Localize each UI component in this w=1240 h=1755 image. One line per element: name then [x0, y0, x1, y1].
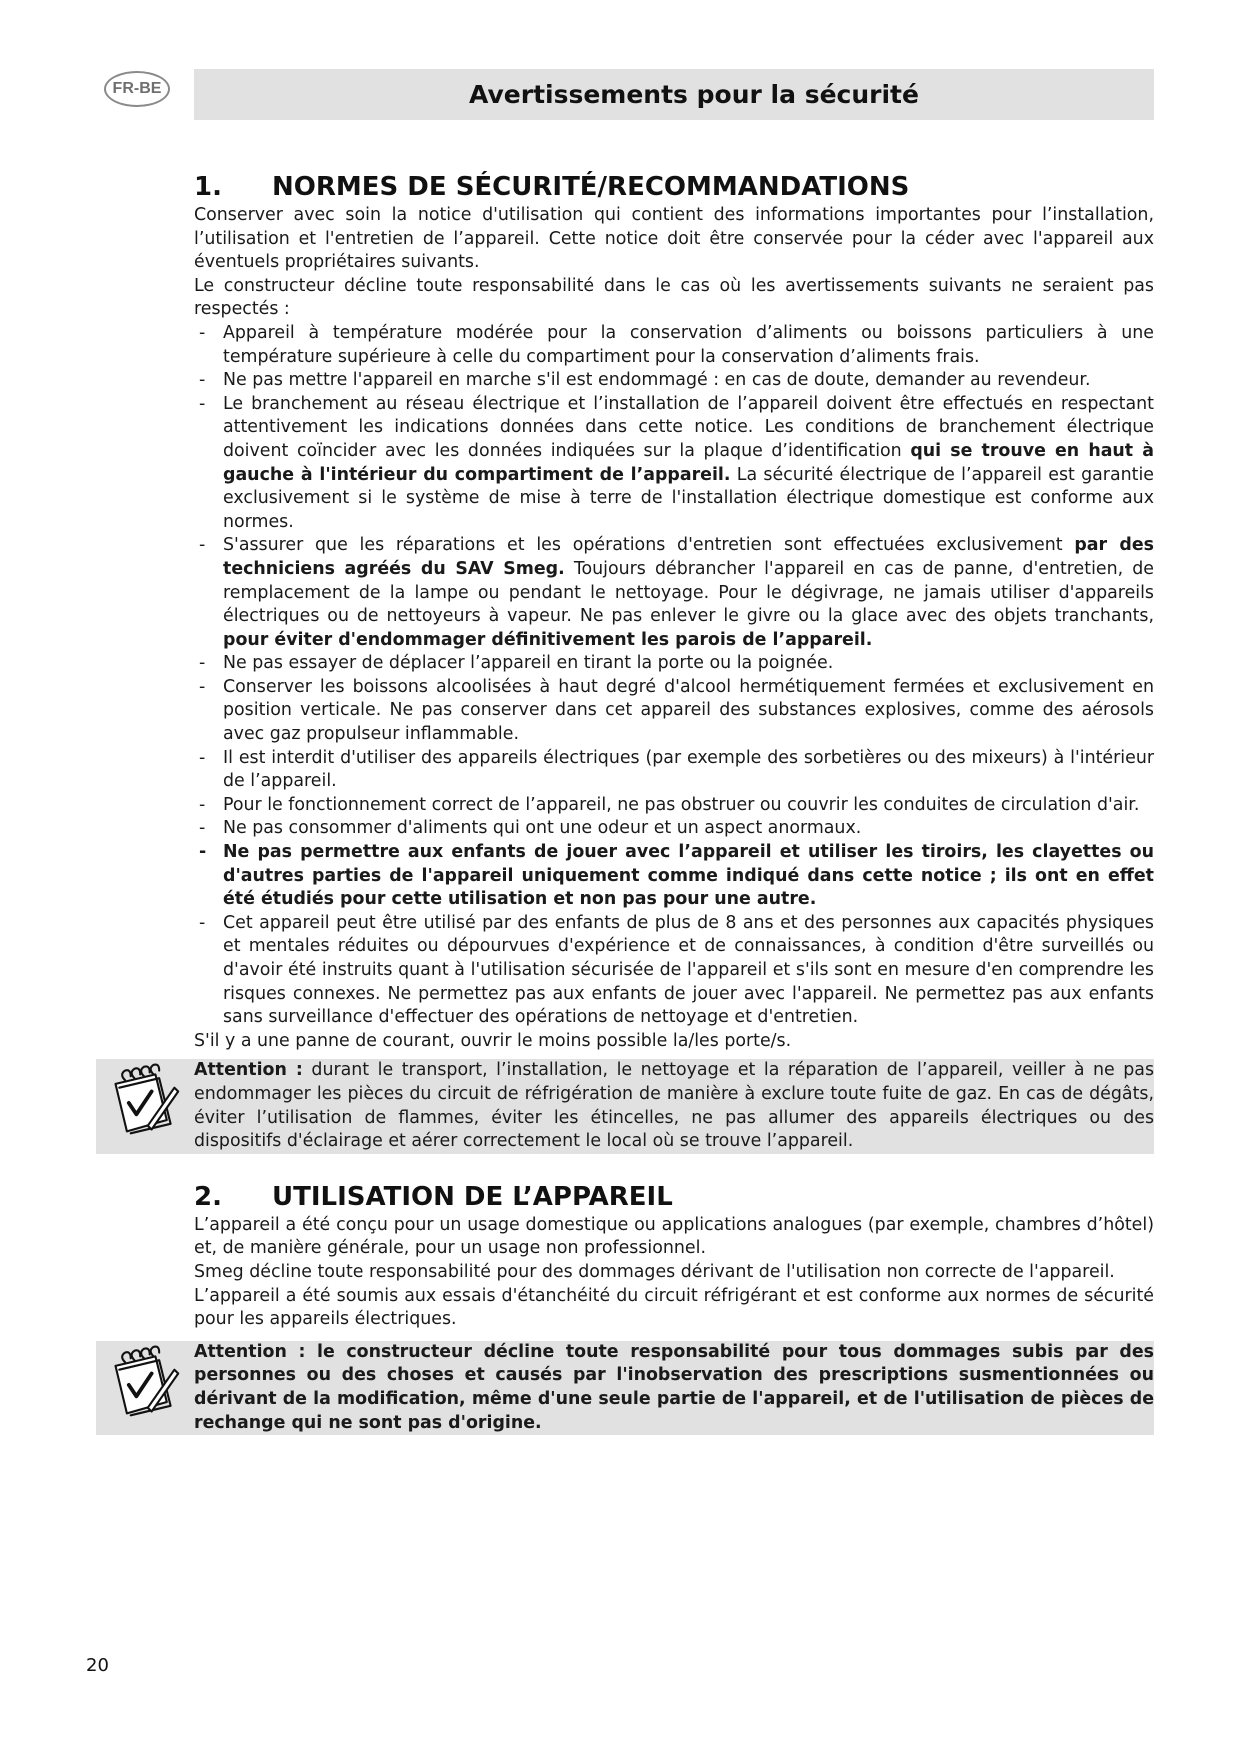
- safety-list: [194, 322, 1154, 1030]
- list-text: Le branchement au réseau électrique et l’installation de l’appareil doivent être effectués en respectant attentivement les indications données dans cette notice. Les conditions de branchement électrique doivent coïncider avec les données indiquées sur la plaque d’identification: [223, 393, 1154, 461]
- paragraph: L’appareil a été soumis aux essais d'étanchéité du circuit réfrigérant et est conforme aux normes de sécurité pour les appareils électriques.: [194, 1285, 1154, 1330]
- list-item: - Ne pas essayer de déplacer l’appareil en tirant la porte ou la poignée.: [194, 652, 1154, 676]
- section-number: 2.: [194, 1181, 222, 1212]
- list-text-bold: pour éviter d'endommager définitivement les parois de l’appareil.: [223, 629, 873, 650]
- page-number: 20: [86, 1655, 109, 1676]
- list-item: - Ne pas consommer d'aliments qui ont une odeur et un aspect anormaux.: [194, 817, 1154, 841]
- list-item: - Appareil à température modérée pour la conservation d’aliments ou boissons particuliers à une température supérieure à celle du compartiment pour la conservation d’aliments frais.: [194, 322, 1154, 369]
- list-item: - Cet appareil peut être utilisé par des enfants de plus de 8 ans et des personnes aux capacités physiques et mentales réduites ou dépourvues d'expérience et de connaissances, à condition d'être surveillés ou d'avoir été instruits quant à l'utilisation sécurisée de l'appareil et s'ils sont en mesure d'en comprendre les risques connexes. Ne permettez pas aux enfants de jouer avec l'appareil. Ne permettez pas aux enfants sans surveillance d'effectuer des opérations de nettoyage et d'entretien.: [194, 912, 1154, 1030]
- region-badge: FR-BE: [104, 71, 170, 107]
- section-number: 1.: [194, 172, 222, 202]
- note-text: [194, 1059, 1154, 1153]
- paragraph: Le constructeur décline toute responsabilité dans le cas où les avertissements suivants ne seraient pas respectés :: [194, 275, 1154, 320]
- notepad-check-icon: [106, 1063, 182, 1139]
- page-title: Avertissements pour la sécurité: [469, 80, 919, 109]
- list-text: Toujours débrancher l'appareil en cas de panne, d'entretien, de remplacement de la lampe ou pendant le nettoyage. Pour le dégivrage, ne jamais utiliser d'appareils électriques ou de nettoyeurs à vapeur. Ne pas enlever le givre ou la glace avec des objets tranchants,: [223, 558, 1154, 627]
- list-item: [194, 534, 1154, 652]
- list-item: - Il est interdit d'utiliser des appareils électriques (par exemple des sorbetières ou des mixeurs) à l'intérieur de l’appareil.: [194, 747, 1154, 794]
- note-label: Attention :: [194, 1060, 303, 1081]
- section-2-heading: [194, 1180, 1154, 1214]
- document-body: [194, 170, 1154, 1435]
- page-header: [194, 69, 1154, 120]
- list-item: - Pour le fonctionnement correct de l’appareil, ne pas obstruer ou couvrir les conduites de circulation d'air.: [194, 794, 1154, 818]
- list-item: [194, 393, 1154, 535]
- section-title: NORMES DE SÉCURITÉ/RECOMMANDATIONS: [272, 172, 910, 202]
- paragraph: L’appareil a été conçu pour un usage domestique ou applications analogues (par exemple, chambres d’hôtel) et, de manière générale, pour un usage non professionnel.: [194, 1214, 1154, 1259]
- note-body: durant le transport, l’installation, le nettoyage et la réparation de l’appareil, veiller à ne pas endommager les pièces du circuit de réfrigération de manière à exclure toute fuite de gaz. En cas de dégâts, éviter l’utilisation de flammes, éviter les étincelles, ne pas allumer des appareils électriques ou des dispositifs d'éclairage et aérer correctement le local où se trouve l’appareil.: [194, 1060, 1155, 1152]
- list-text: S'assurer que les réparations et les opérations d'entretien sont effectuées exclusivement: [223, 535, 1075, 556]
- notepad-check-icon: [106, 1345, 182, 1421]
- paragraph: S'il y a une panne de courant, ouvrir le moins possible la/les porte/s.: [194, 1030, 792, 1051]
- list-text-bold: par des techniciens agréés du SAV Smeg.: [223, 535, 1154, 579]
- section-title: UTILISATION DE L’APPAREIL: [272, 1181, 673, 1212]
- list-item: - Conserver les boissons alcoolisées à haut degré d'alcool hermétiquement fermées et exclusivement en position verticale. Ne pas conserver dans cet appareil des substances explosives, comme des aérosols avec gaz propulseur inflammable.: [194, 676, 1154, 747]
- list-item: - Ne pas permettre aux enfants de jouer avec l’appareil et utiliser les tiroirs, les clayettes ou d'autres parties de l'appareil uniquement comme indiqué dans cette notice ; ils ont en effet été étudiés pour cette utilisation et non pas pour une autre.: [194, 841, 1154, 912]
- attention-note: [96, 1059, 1154, 1153]
- paragraph: Smeg décline toute responsabilité pour des dommages dérivant de l'utilisation non correcte de l'appareil.: [194, 1261, 1115, 1282]
- note-text: Attention : le constructeur décline toute responsabilité pour tous dommages subis par des personnes ou des choses et causés par l'inobservation des prescriptions susmentionnées ou dérivant de la modification, même d'une seule partie de l'appareil, et de l'utilisation de pièces de rechange qui ne sont pas d'origine.: [194, 1341, 1154, 1433]
- list-text: La sécurité électrique de l’appareil est garantie exclusivement si le système de mise à terre de l'installation électrique domestique est conforme aux normes.: [223, 464, 1154, 532]
- paragraph: Conserver avec soin la notice d'utilisation qui contient des informations importantes pour l’installation, l’utilisation et l'entretien de l’appareil. Cette notice doit être conservée pour la céder avec l'appareil aux éventuels propriétaires suivants.: [194, 205, 1154, 273]
- section-1-heading: [194, 170, 1154, 204]
- attention-note: [96, 1341, 1154, 1435]
- list-text-bold: qui se trouve en haut à gauche à l'intérieur du compartiment de l’appareil.: [223, 440, 1154, 485]
- list-item: - Ne pas mettre l'appareil en marche s'il est endommagé : en cas de doute, demander au revendeur.: [194, 369, 1154, 393]
